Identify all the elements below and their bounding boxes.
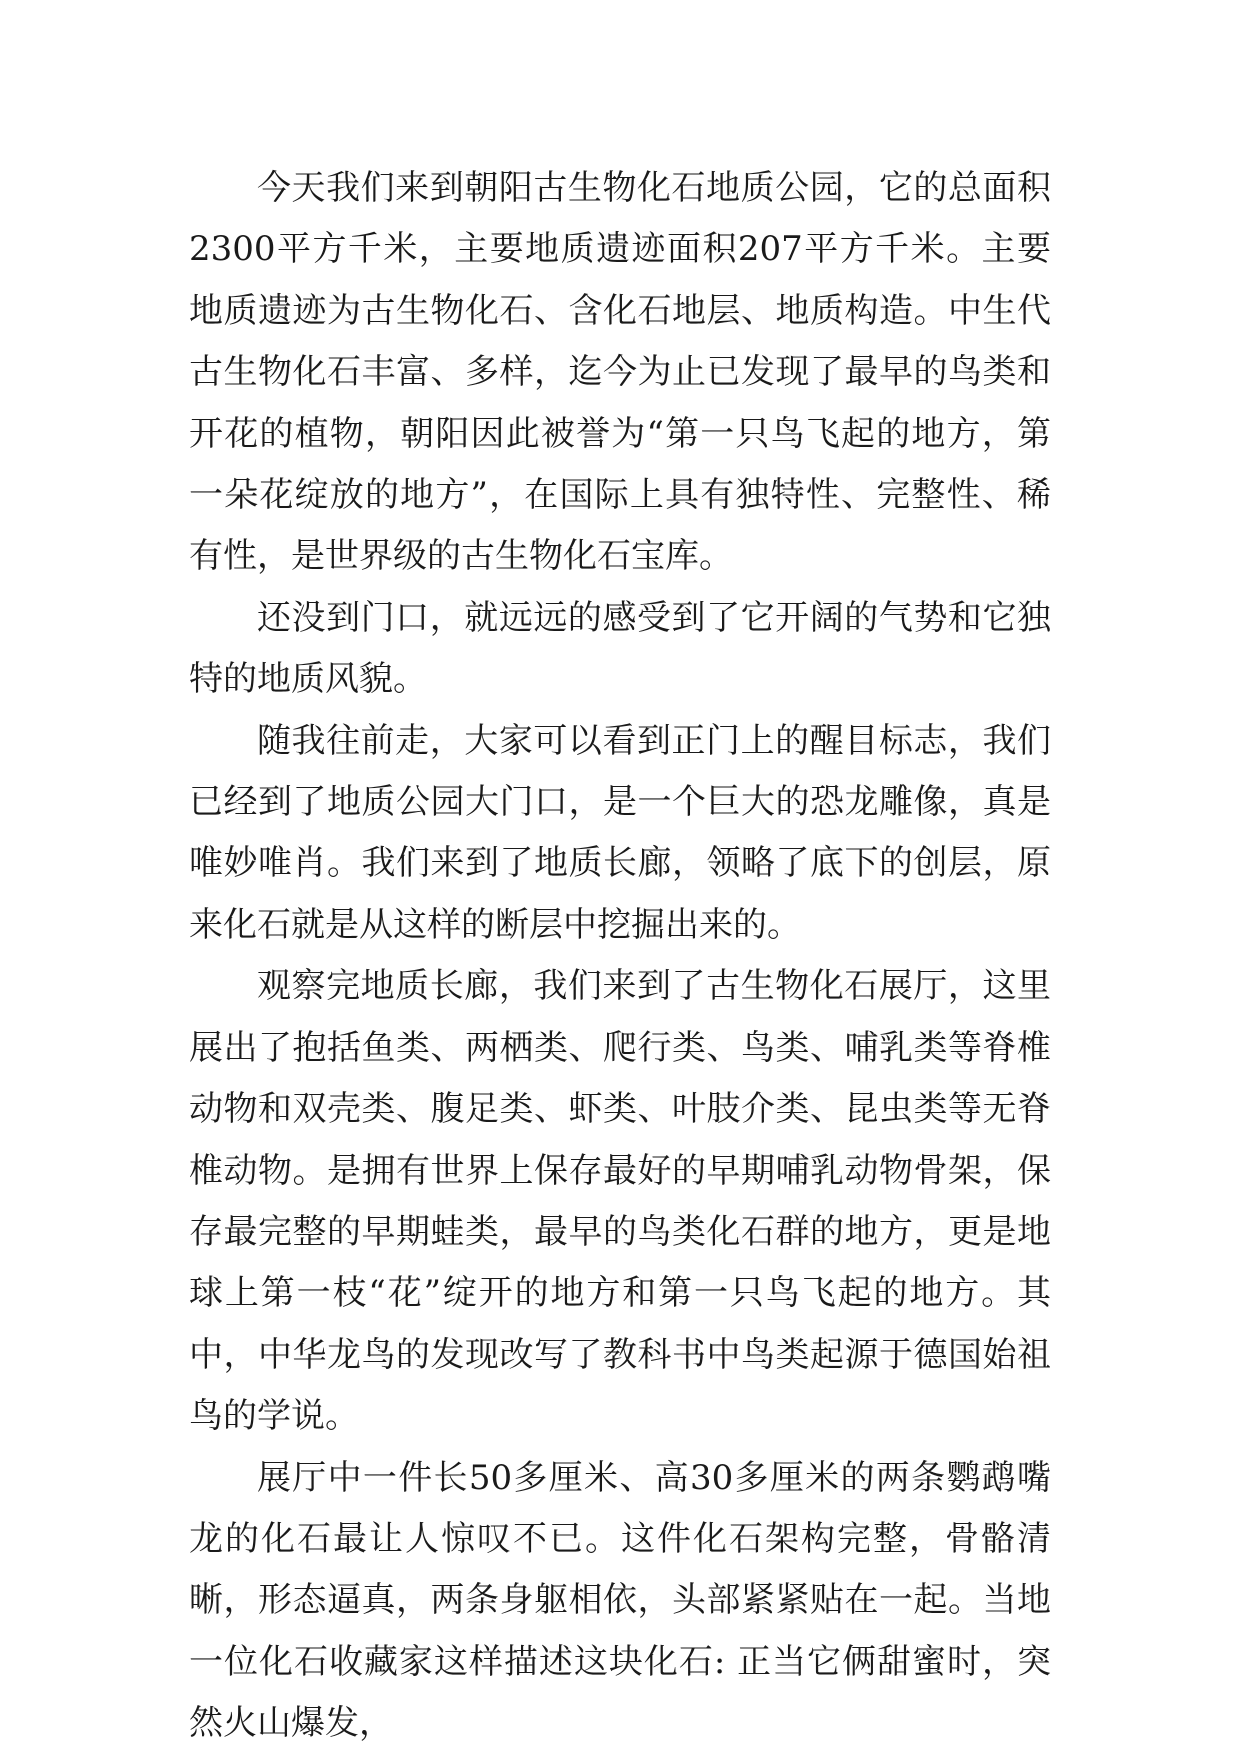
paragraph-2: 还没到门口，就远远的感受到了它开阔的气势和它独特的地质风貌。 (189, 597, 1051, 700)
document-body (189, 158, 1051, 1755)
paragraph-5: 展厅中一件长50多厘米、高30多厘米的两条鹦鹉嘴龙的化石最让人惊叹不已。这件化石架构完整，骨骼清晰，形态逼真，两条身躯相依，头部紧紧贴在一起。当地一位化石收藏家这样描述这块化石: 正当它俩甜蜜时，突然火山爆发， (189, 1457, 1051, 1744)
paragraph-3: 随我往前走，大家可以看到正门上的醒目标志，我们已经到了地质公园大门口，是一个巨大的恐龙雕像，真是唯妙唯肖。我们来到了地质长廊，领略了底下的创层，原来化石就是从这样的断层中挖掘出来的。 (189, 720, 1051, 945)
paragraph-4: 观察完地质长廊，我们来到了古生物化石展厅，这里展出了抱括鱼类、两栖类、爬行类、鸟类、哺乳类等脊椎动物和双壳类、腹足类、虾类、叶肢介类、昆虫类等无脊椎动物。是拥有世界上保存最好的早期哺乳动物骨架，保存最完整的早期蛙类，最早的鸟类化石群的地方，更是地球上第一枝“花”绽开的地方和第一只鸟飞起的地方。其中，中华龙鸟的发现改写了教科书中鸟类起源于德国始祖鸟的学说。 (189, 966, 1051, 1437)
paragraph-1: 今天我们来到朝阳古生物化石地质公园，它的总面积2300平方千米，主要地质遗迹面积207平方千米。主要地质遗迹为古生物化石、含化石地层、地质构造。中生代古生物化石丰富、多样，迄今为止已发现了最早的鸟类和开花的植物，朝阳因此被誉为“第一只鸟飞起的地方，第一朵花绽放的地方”，在国际上具有独特性、完整性、稀有性，是世界级的古生物化石宝库。 (189, 168, 1051, 577)
